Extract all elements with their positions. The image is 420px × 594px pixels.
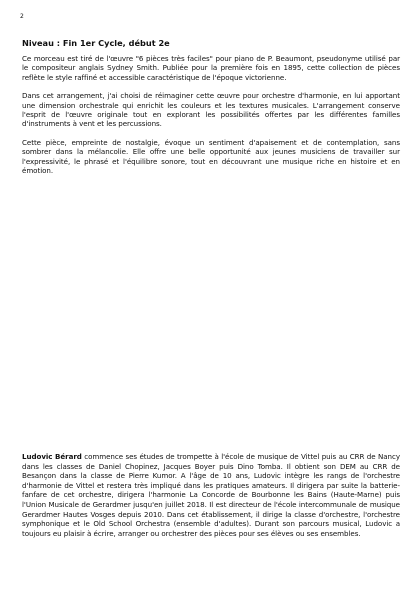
bio-text: commence ses études de trompette à l'école de musique de Vittel puis au CRR de Nancy dans les classes de Daniel Chopinez, Jacques Boyer puis Dino Tomba. Il obtient son DEM au CRR de Besançon dans la classe de Pierre Kumor. A l'âge de 10 ans, Ludovic intègre les rangs de l'orchestre d'harmonie de Vittel et restera très impliqué dans les pratiques amateurs. Il dirigera par suite la batterie-fanfare de cet orchestre, dirigera l'harmonie La Concorde de Bourbonne les Bains (Haute-Marne) puis l'Union Musicale de Gerardmer jusqu'en juillet 2018. Il est directeur de l'école intercommunale de musique Gerardmer Hautes Vosges depuis 2010. Dans cet établissement, il dirige la classe d'orchestre, l'orchestre symphonique et le Old School Orchestra (ensemble d'adultes). Durant son parcours musical, Ludovic a toujours eu plaisir à écrire, arranger ou orchestrer des pièces pour ses élèves ou ses ensembles.: [22, 452, 400, 538]
paragraph-description: Cette pièce, empreinte de nostalgie, évoque un sentiment d'apaisement et de contemplation, sans sombrer dans la mélancolie. Elle offre une belle opportunité aux jeunes musiciens de travailler sur l'expressivité, le phrasé et l'équilibre sonore, tout en découvrant une musique riche en histoire et en émotion.: [22, 137, 400, 176]
author-bio: [22, 452, 400, 538]
level-heading: [22, 38, 400, 48]
bio-author-name: Ludovic Bérard: [22, 452, 82, 461]
paragraph-arrangement: Dans cet arrangement, j'ai choisi de réimaginer cette œuvre pour orchestre d'harmonie, en lui apportant une dimension orchestrale qui enrichit les couleurs et les textures musicales. L'arrangement conserve l'esprit de l'œuvre originale tout en explorant les possibilités offertes par les différentes familles d'instruments à vent et les percussions.: [22, 91, 400, 129]
page-number: 2: [20, 13, 24, 20]
level-label: Niveau : Fin 1er Cycle, début 2e: [22, 38, 170, 48]
main-content: [22, 38, 400, 184]
paragraph-intro: Ce morceau est tiré de l'œuvre "6 pièces très faciles" pour piano de P. Beaumont, pseudonyme utilisé par le compositeur anglais Sydney Smith. Publiée pour la première fois en 1895, cette collection de pièces reflète le style raffiné et accessible caractéristique de l'époque victorienne.: [22, 54, 400, 82]
